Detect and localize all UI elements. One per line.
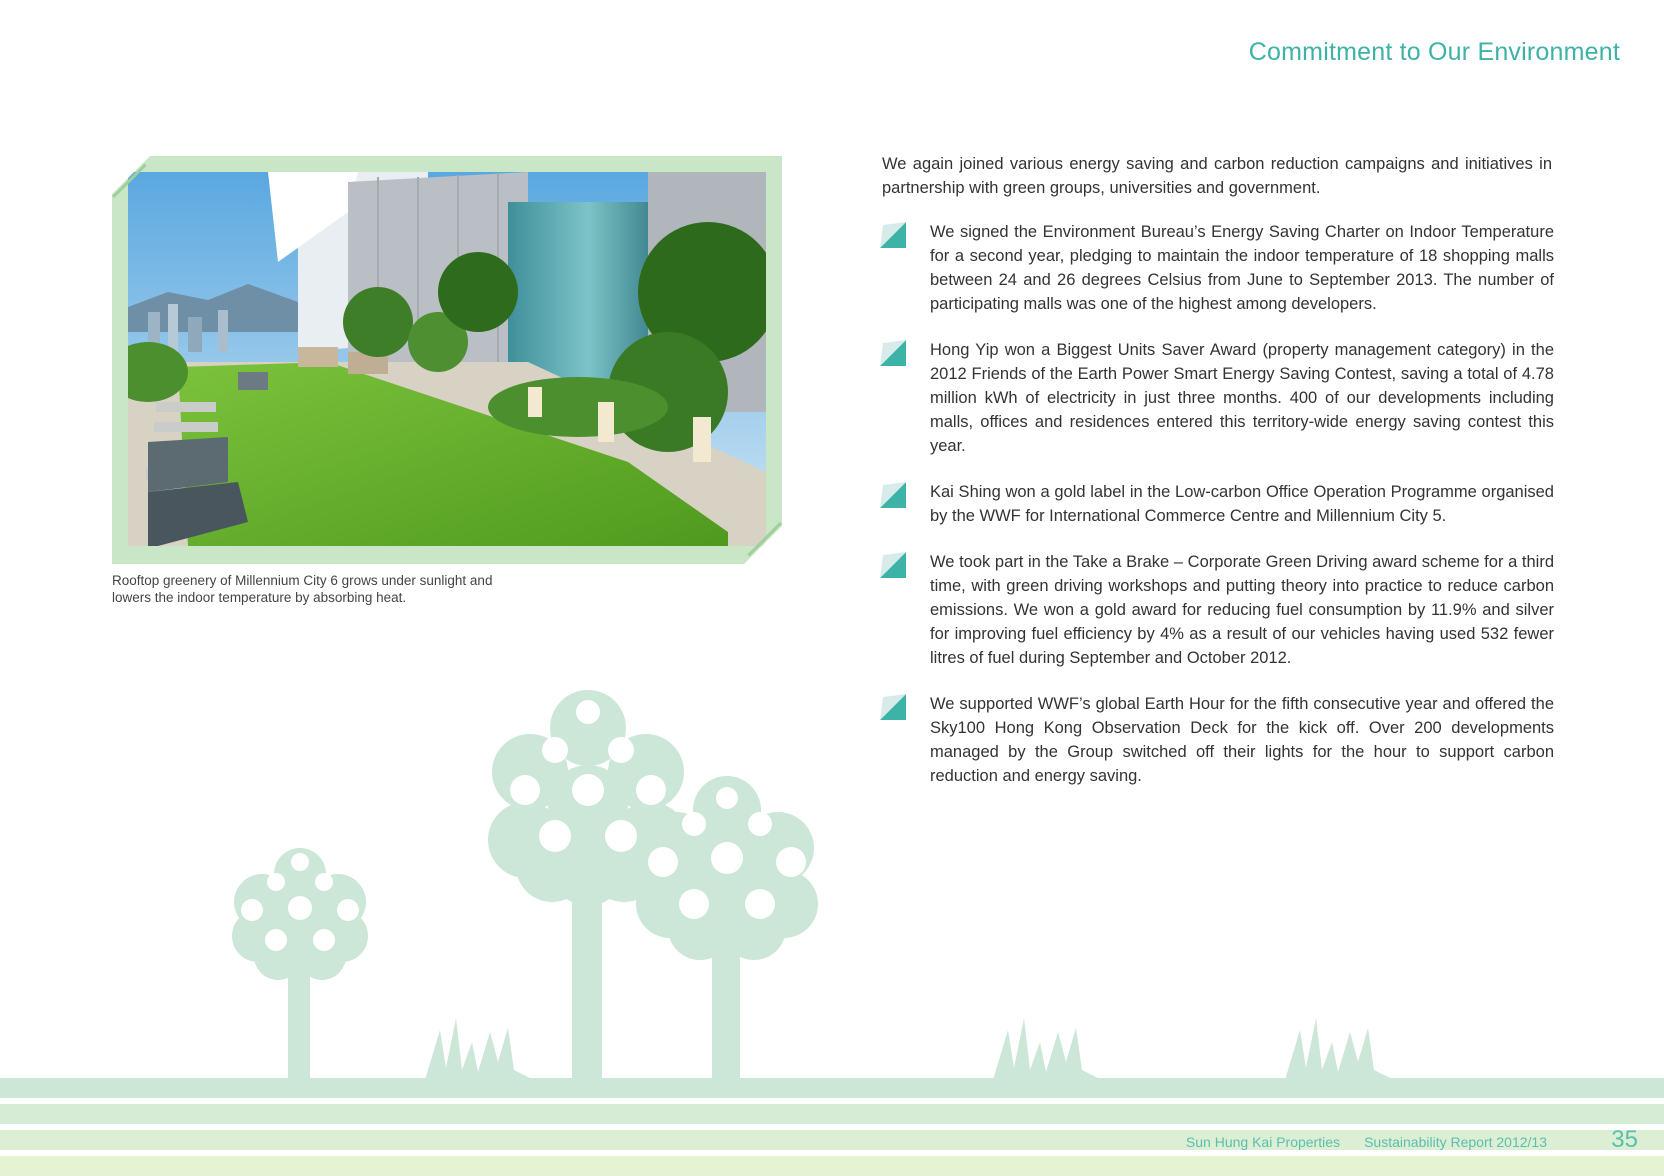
photo-frame [112,156,782,564]
page-footer [0,1126,1664,1156]
list-item-text: We supported WWF’s global Earth Hour for the fifth consecutive year and offered the Sky100 Hong Kong Observation Deck for the kick off. Over 200 developments managed by the Group switched off their lights for the hour to support carbon reduction and energy saving. [930,695,1554,785]
list-item-text: We took part in the Take a Brake – Corporate Green Driving award scheme for a third time, with green driving workshops and putting theory into practice to reduce carbon emissions. We won a gold award for reducing fuel consumption by 11.9% and silver for improving fuel efficiency by 4% as a result of our vehicles having used 532 fewer litres of fuel during September and October 2012. [930,553,1554,667]
list-item [880,480,1554,528]
tree-medium-icon [636,776,818,1090]
bullet-triangle-icon [880,552,906,578]
bullet-triangle-icon [880,222,906,248]
bullet-triangle-icon [880,482,906,508]
page-title: Commitment to Our Environment [1248,38,1620,66]
rooftop-garden-photo [128,172,766,546]
photo-caption: Rooftop greenery of Millennium City 6 grows under sunlight and lowers the indoor temperature by absorbing heat. [112,573,493,605]
list-item-text: We signed the Environment Bureau’s Energy Saving Charter on Indoor Temperature for a second year, pledging to maintain the indoor temperature of 18 shopping malls between 24 and 26 degrees Celsius from June to September 2013. The number of participating malls was one of the highest among developers. [930,223,1554,313]
tree-small-icon [232,848,368,1090]
ground-stripe [0,1078,1664,1098]
trees-illustration [0,690,1664,1176]
intro-paragraph: We again joined various energy saving and carbon reduction campaigns and initiatives in partnership with green groups, universities and government. [882,155,1552,197]
page-number: 35 [1611,1126,1638,1153]
list-item-text: Kai Shing won a gold label in the Low-carbon Office Operation Programme organised by the WWF for International Commerce Centre and Millennium City 5. [930,483,1554,525]
list-item [880,338,1554,458]
ground-stripe [0,1104,1664,1124]
bullet-triangle-icon [880,340,906,366]
grass-tuft-icon [425,1018,1394,1080]
ground-stripe [0,1156,1664,1176]
footer-company: Sun Hung Kai Properties [1185,1134,1340,1150]
list-item-text: Hong Yip won a Biggest Units Saver Award (property management category) in the 2012 Friends of the Earth Power Smart Energy Saving Contest, saving a total of 4.78 million kWh of electricity in just three months. 400 of our developments including malls, offices and residences entered this territory-wide energy saving contest this year. [930,341,1554,455]
list-item [880,220,1554,316]
frame-corner-top-left [109,153,153,197]
list-item [880,550,1554,670]
footer-report-title: Sustainability Report 2012/13 [1364,1134,1547,1150]
frame-corner-bottom-right [741,523,785,567]
